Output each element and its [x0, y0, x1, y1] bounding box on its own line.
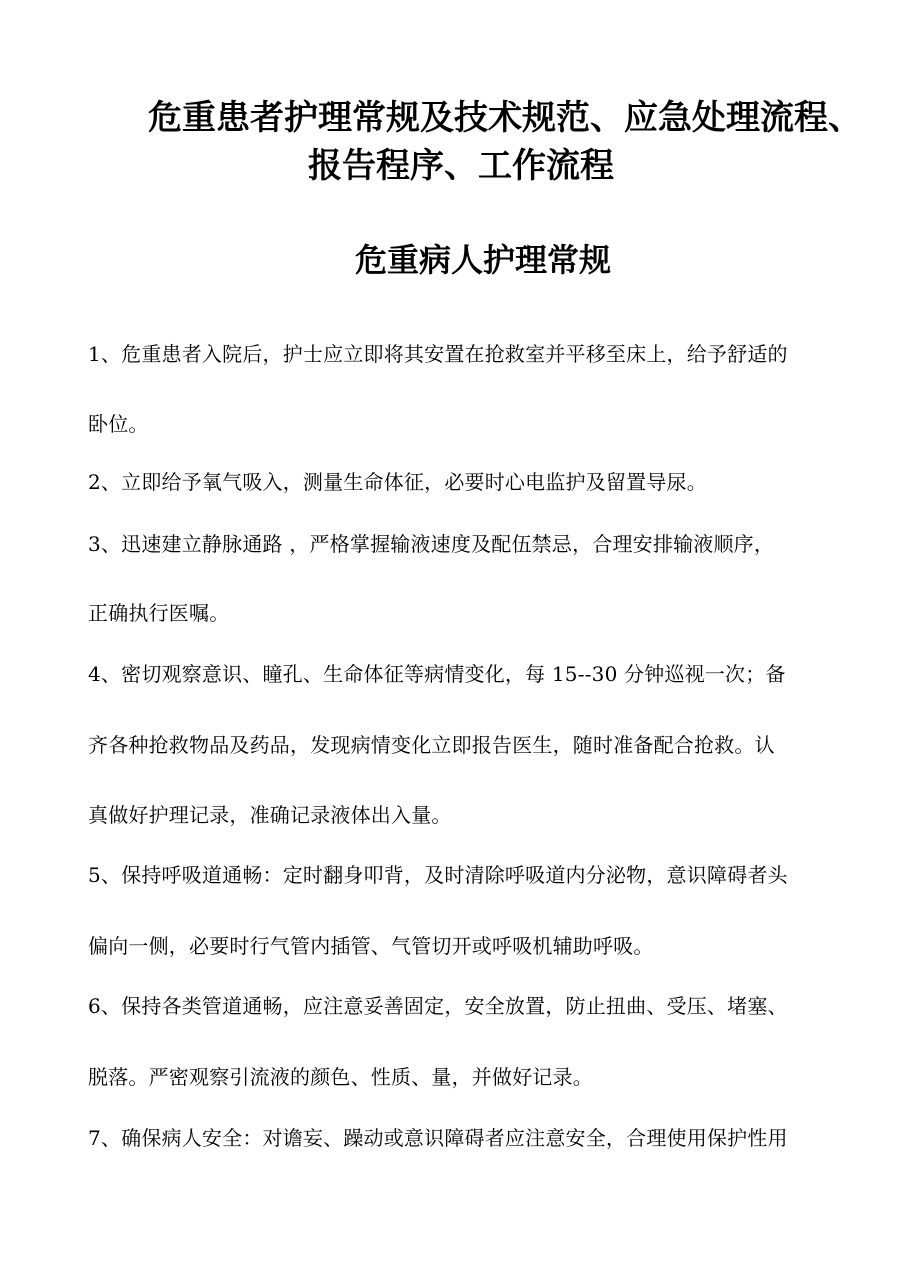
- text-line: 3、迅速建立静脉通路 ，严格掌握输液速度及配伍禁忌，合理安排输液顺序，: [88, 532, 775, 556]
- document-title-line-2: 报告程序、工作流程: [308, 146, 614, 186]
- text-line: 齐各种抢救物品及药品，发现病情变化立即报告医生，随时准备配合抢救。认: [88, 733, 775, 757]
- text-line: 正确执行医嘱。: [88, 601, 230, 625]
- text-line: 脱落。严密观察引流液的颜色、性质、量，并做好记录。: [88, 1065, 593, 1089]
- text-line: 真做好护理记录，准确记录液体出入量。: [88, 803, 452, 827]
- text-line: 4、密切观察意识、瞳孔、生命体征等病情变化，每 15--30 分钟巡视一次；备: [88, 662, 786, 686]
- text-line: 1、危重患者入院后，护士应立即将其安置在抢救室并平移至床上，给予舒适的: [88, 342, 788, 366]
- document-title-line-1: 危重患者护理常规及技术规范、应急处理流程、: [148, 98, 862, 138]
- text-line: 7、确保病人安全：对谵妄、躁动或意识障碍者应注意安全，合理使用保护性用: [88, 1126, 788, 1150]
- text-line: 5、保持呼吸道通畅：定时翻身叩背，及时清除呼吸道内分泌物，意识障碍者头: [88, 863, 788, 887]
- text-line: 2、立即给予氧气吸入，测量生命体征，必要时心电监护及留置导尿。: [88, 470, 707, 494]
- section-title: 危重病人护理常规: [355, 241, 612, 279]
- text-line: 6、保持各类管道通畅，应注意妥善固定，安全放置，防止扭曲、受压、堵塞、: [88, 994, 788, 1018]
- text-line: 卧位。: [88, 412, 149, 436]
- text-line: 偏向一侧，必要时行气管内插管、气管切开或呼吸机辅助呼吸。: [88, 934, 654, 958]
